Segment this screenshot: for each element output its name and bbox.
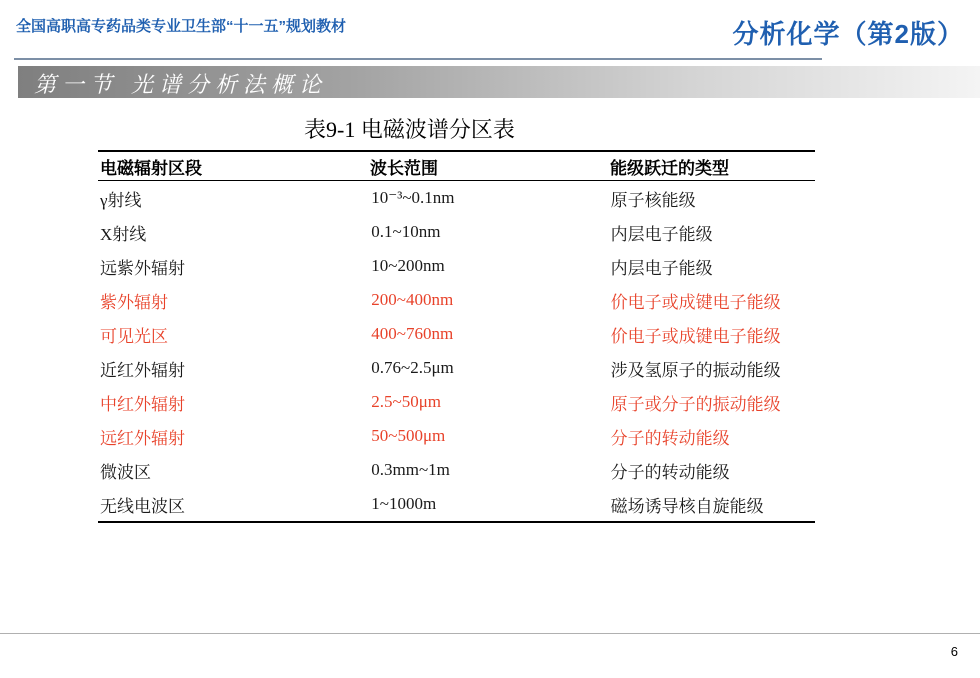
cell-region: 无线电波区 xyxy=(100,496,185,516)
cell-region: 微波区 xyxy=(100,462,151,482)
table-bottom-rule xyxy=(98,521,815,523)
header-divider xyxy=(14,58,822,60)
table-row xyxy=(98,317,815,351)
cell-wavelength: 0.76~2.5μm xyxy=(371,358,454,377)
cell-transition: 磁场诱导核自旋能级 xyxy=(610,496,764,516)
cell-transition: 分子的转动能级 xyxy=(610,462,730,482)
table-row xyxy=(98,487,815,521)
book-title: 分析化学（第2版） xyxy=(732,19,964,49)
cell-region: 中红外辐射 xyxy=(100,394,185,414)
section-title: 第一节 光谱分析法概论 xyxy=(34,73,327,98)
cell-transition: 价电子或成键电子能级 xyxy=(610,326,781,346)
cell-region: γ射线 xyxy=(100,190,142,210)
series-title: 全国高职高专药品类专业卫生部“十一五”规划教材 xyxy=(16,18,347,35)
page-number: 6 xyxy=(950,644,958,659)
table-body xyxy=(98,181,815,521)
table-row xyxy=(98,351,815,385)
cell-wavelength: 200~400nm xyxy=(371,290,454,309)
cell-wavelength: 2.5~50μm xyxy=(371,392,442,411)
cell-wavelength: 1~1000m xyxy=(371,494,437,513)
cell-wavelength: 10⁻³~0.1nm xyxy=(371,188,455,207)
cell-region: 紫外辐射 xyxy=(100,292,168,312)
spectrum-table xyxy=(98,150,815,523)
cell-wavelength: 50~500μm xyxy=(371,426,446,445)
cell-region: 近红外辐射 xyxy=(100,360,185,380)
header-transition: 能级跃迁的类型 xyxy=(610,158,729,178)
cell-transition: 价电子或成键电子能级 xyxy=(610,292,781,312)
table-row xyxy=(98,249,815,283)
table-row xyxy=(98,181,815,215)
cell-transition: 内层电子能级 xyxy=(610,258,713,278)
header-region: 电磁辐射区段 xyxy=(100,158,202,178)
cell-region: 远紫外辐射 xyxy=(100,258,185,278)
cell-transition: 原子核能级 xyxy=(610,190,696,210)
table-row xyxy=(98,453,815,487)
table-header-row xyxy=(98,152,815,180)
header-wavelength: 波长范围 xyxy=(370,158,438,178)
cell-wavelength: 0.1~10nm xyxy=(371,222,441,241)
footer-divider xyxy=(0,633,980,634)
cell-region: 可见光区 xyxy=(100,326,168,346)
section-banner xyxy=(18,66,980,98)
cell-region: X射线 xyxy=(100,224,147,244)
cell-wavelength: 0.3mm~1m xyxy=(371,460,450,479)
cell-region: 远红外辐射 xyxy=(100,428,185,448)
cell-transition: 原子或分子的振动能级 xyxy=(610,394,781,414)
cell-wavelength: 400~760nm xyxy=(371,324,454,343)
cell-transition: 涉及氢原子的振动能级 xyxy=(610,360,781,380)
table-title: 表9-1 电磁波谱分区表 xyxy=(304,117,515,142)
table-row xyxy=(98,419,815,453)
cell-wavelength: 10~200nm xyxy=(371,256,445,275)
cell-transition: 分子的转动能级 xyxy=(610,428,730,448)
table-row xyxy=(98,215,815,249)
table-row xyxy=(98,385,815,419)
table-row xyxy=(98,283,815,317)
cell-transition: 内层电子能级 xyxy=(610,224,713,244)
